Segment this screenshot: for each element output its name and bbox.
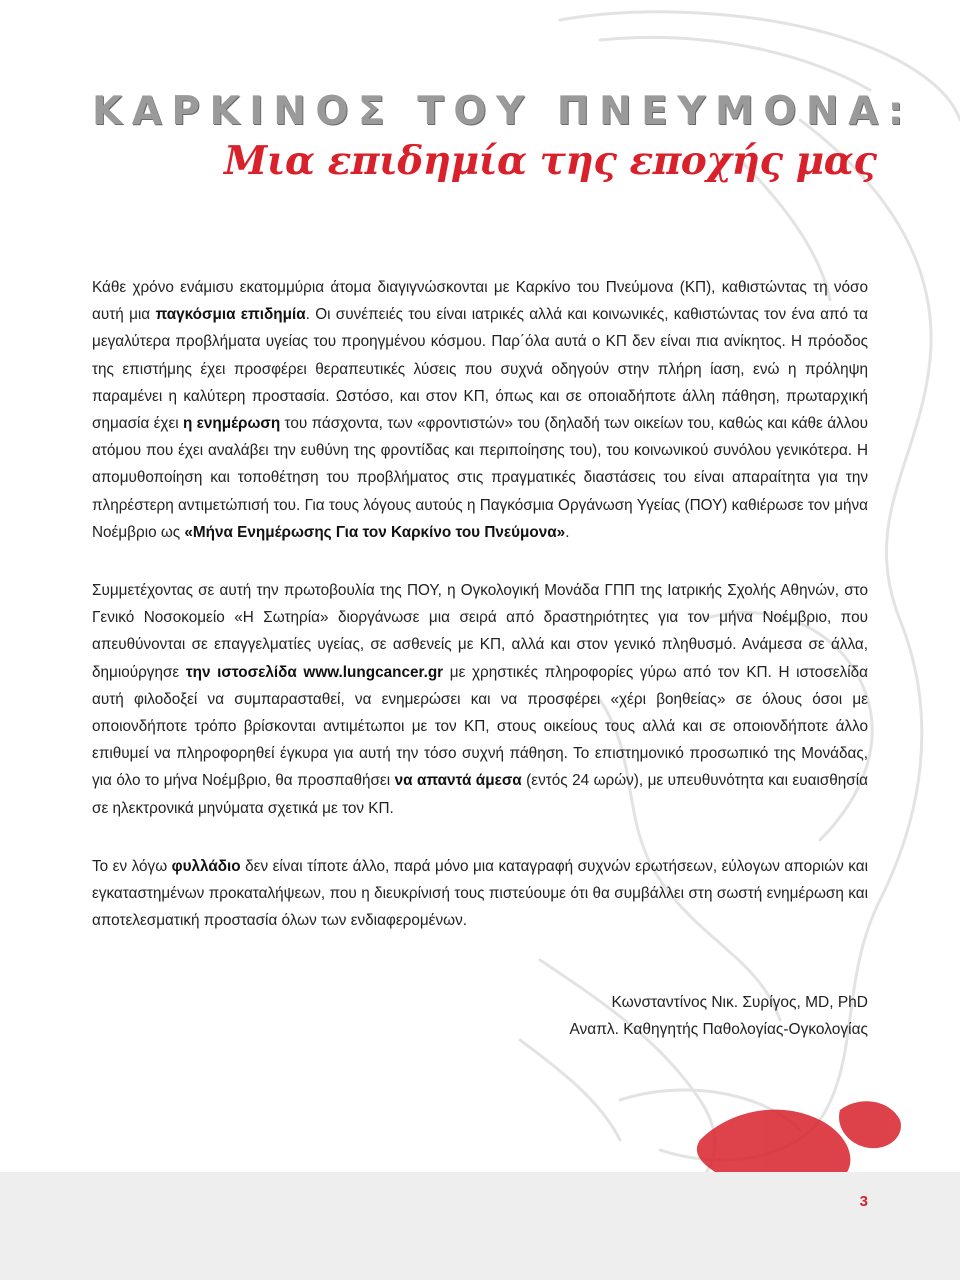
text-run: . [565, 523, 570, 541]
text-run: με χρηστικές πληροφορίες γύρω από τον ΚΠ. Η ιστοσελίδα αυτή φιλοδοξεί να συμπαρασταθεί, να ενημερώσει και να προσφέρει «χέρι βοηθείας» σε όλους όσοι με οποιονδήποτε τρόπο βρίσκονται αντιμέτωποι με τον ΚΠ, στους οικείους τους αλλά και σε οποιονδήποτε άλλο επιθυμεί να πληροφορηθεί έγκυρα για αυτή την τόσο συχνή πάθηση. Το επιστημονικό προσωπικό της Μονάδας, για όλο το μήνα Νοέμβριο, θα προσπαθήσει [92, 663, 868, 790]
bold-text-run: η ενημέρωση [183, 415, 281, 433]
author-name: Κωνσταντίνος Νικ. Συρίγος, MD, PhD [611, 994, 868, 1011]
bold-text-run: παγκόσμια επιδημία [155, 306, 306, 324]
footer-band [0, 1172, 960, 1280]
page-subtitle: Μια επιδημία της εποχής μας [224, 138, 877, 184]
signature-block [569, 989, 868, 1043]
text-run: του πάσχοντα, των «φροντιστών» του (δηλαδή των οικείων του, καθώς και κάθε άλλου ατόμου που έχει αναλάβει την ευθύνη της φροντίδας και περιποίησης του), του κοινωνικού συνόλου γενικότερα. Η απομυθοποίηση και τοποθέτηση του προβλήματος στις πραγματικές διαστάσεις του είναι απαραίτητα για την πληρέστερη αντιμετώπισή του. Για τους λόγους αυτούς η Παγκόσμια Οργάνωση Υγείας (ΠΟΥ) καθιέρωσε τον μήνα Νοέμβριο ως [92, 415, 868, 541]
text-run: Συμμετέχοντας σε αυτή την πρωτοβουλία της ΠΟΥ, η Ογκολογική Μονάδα ΓΠΠ της Ιατρικής Σχολής Αθηνών, στο Γενικό Νοσοκομείο «Η Σωτηρία» διοργάνωσε μια σειρά από δραστηριότητες για τον μήνα Νοέμβριο, που απευθύνονται σε επαγγελματίες υγείας, σε ασθενείς με ΚΠ, αλλά και στον γενικό πληθυσμό. Ανάμεσα σε άλλα, δημιούργησε [92, 582, 868, 681]
text-run: . Οι συνέπειές του είναι ιατρικές αλλά και κοινωνικές, καθιστώντας τον ένα από τα μεγαλύτερα προβλήματα υγείας του προηγμένου κόσμου. Παρ΄όλα αυτά ο ΚΠ δεν είναι πια ανίκητος. Η πρόοδος της επιστήμης έχει προσφέρει θεραπευτικές λύσεις που συχνά οδηγούν στην πλήρη ίαση, ενώ η πρόληψη παραμένει η καλύτερη προστασία. Ωστόσο, και στον ΚΠ, όπως και σε οποιαδήποτε άλλη πάθηση, πρωταρχική σημασία έχει [92, 306, 868, 433]
author-role: Αναπλ. Καθηγητής Παθολογίας-Ογκολογίας [569, 1021, 868, 1038]
body-text [92, 274, 868, 934]
bold-text-run: «Μήνα Ενημέρωσης Για τον Καρκίνο του Πνεύμονα» [184, 523, 566, 541]
page-title: ΚΑΡΚΙΝΟΣ ΤΟΥ ΠΝΕΥΜΟΝΑ: [92, 89, 913, 134]
text-run: Το εν λόγω [92, 857, 172, 875]
paragraph-2 [92, 577, 868, 822]
paragraph-1 [92, 274, 868, 546]
bold-text-run: την ιστοσελίδα www.lungcancer.gr [185, 663, 444, 681]
text-run: (εντός 24 ωρών), με υπευθυνότητα και ευαισθησία σε ηλεκτρονικά μηνύματα σχετικά με τον ΚΠ. [92, 772, 868, 817]
text-run: δεν είναι τίποτε άλλο, παρά μόνο μια καταγραφή συχνών ερωτήσεων, εύλογων αποριών και εγκαταστημένων προκαταλήψεων, που η διευκρίνισή τους πιστεύουμε ότι θα συμβάλλει στη σωστή ενημέρωση και αποτελεσματική προστασία όλων των ενδιαφερομένων. [92, 857, 869, 930]
bold-text-run: να απαντά άμεσα [394, 772, 522, 790]
text-run: Κάθε χρόνο ενάμισυ εκατομμύρια άτομα διαγιγνώσκονται με Καρκίνο του Πνεύμονα (ΚΠ), καθιστώντας τη νόσο αυτή μια [92, 279, 868, 324]
page-number: 3 [859, 1193, 868, 1210]
bold-text-run: φυλλάδιο [171, 857, 241, 875]
paragraph-3 [92, 853, 868, 935]
